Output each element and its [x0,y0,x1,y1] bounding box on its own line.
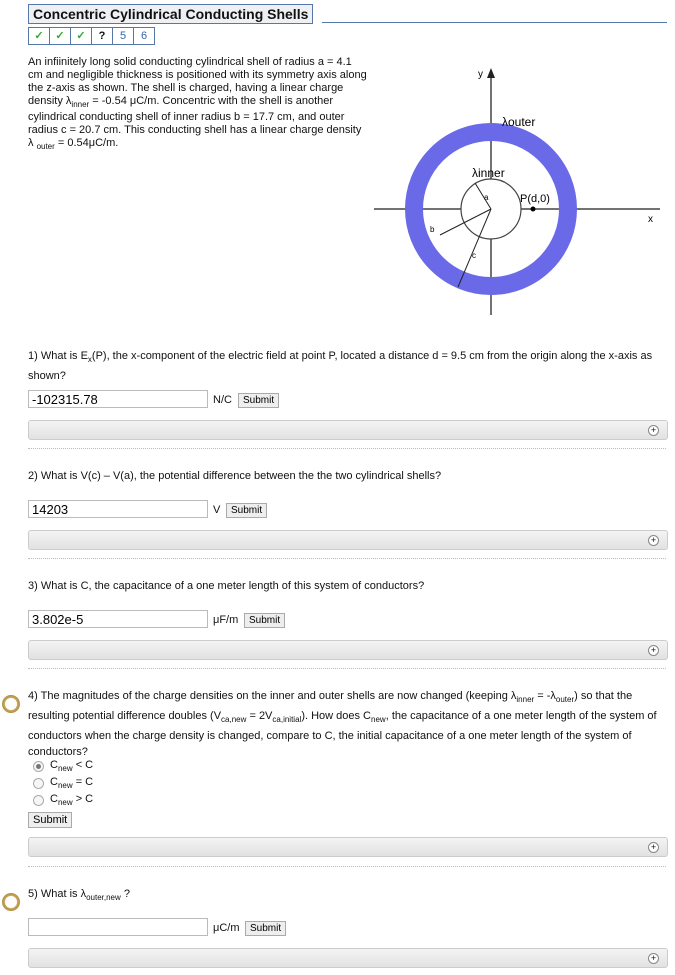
q2-answer-input[interactable] [28,500,208,518]
tab-3[interactable]: ✓ [71,28,92,44]
q3-unit: μF/m [213,614,239,626]
option-cnew-less[interactable] [33,758,93,775]
a-label: a [484,193,489,202]
divider [28,558,666,559]
intro-text: = 0.54μC/m. [54,137,119,150]
question-5 [28,886,663,906]
y-axis-arrow-icon [487,68,495,78]
q1-sub: x [87,355,92,365]
q5-unit: μC/m [213,922,240,934]
tab-5[interactable]: 5 [113,28,134,44]
intro-sub: outer [36,142,55,152]
q1-answer-input[interactable] [28,390,208,408]
q4-text: = -λ [534,690,556,702]
y-label: y [478,69,483,80]
q1-text: (P), the x-component of the electric field at point P, located a distance d = 9.5 cm from the origin along the x-axis as shown? [28,350,653,383]
radio-button[interactable] [33,778,44,789]
q3-submit-button[interactable]: Submit [244,613,285,628]
b-label: b [430,225,435,234]
option-label: $C_{new} = C$ [50,776,94,791]
question-tabs [28,27,155,45]
option-cnew-greater[interactable] [33,792,93,809]
q2-submit-button[interactable]: Submit [226,503,267,518]
expand-icon[interactable]: + [648,425,659,436]
option-cnew-equal[interactable] [33,775,93,792]
q5-sub: outer,new [86,893,121,903]
q1-unit: N/C [213,394,232,406]
problem-statement [28,56,368,153]
q4-submit-button[interactable]: Submit [28,812,72,828]
q4-text: 4) The magnitudes of the charge densities on the inner and outer shells are now changed (keeping λ [28,690,517,702]
tab-2[interactable]: ✓ [50,28,71,44]
divider [28,668,666,669]
tab-6[interactable]: 6 [140,30,148,42]
lambda-inner-label: λinner [472,166,505,180]
expand-icon[interactable]: + [648,953,659,964]
expand-icon[interactable]: + [648,842,659,853]
q4-sub: outer [555,695,575,705]
q5-answer-input[interactable] [28,918,208,936]
q1-submit-button[interactable]: Submit [238,393,279,408]
q4-text: ) so that the resulting potential difference doubles (V [28,690,633,723]
q1-hint-bar[interactable] [28,420,668,440]
question-1 [28,348,663,384]
question-4 [28,688,663,760]
c-label: c [472,251,476,260]
q4-text: , the capacitance of a one meter length of the system of conductors when the charge density is changed, compare to C, the initial capacitance of a one meter length of the system of conductors? [28,710,657,759]
q2-hint-bar[interactable] [28,530,668,550]
intro-text: An infiinitely long solid conducting cylindrical shell of radius a = 4.1 cm and negligible thickness is positioned with its symmetry axis along the z-axis as shown. The shell is charged, having a linear charge density λ [28,56,367,107]
clock-icon [2,695,20,713]
intro-sub: inner [71,100,90,110]
clock-icon [2,893,20,911]
q1-text: 1) What is E [28,350,88,362]
divider [28,866,666,867]
question-2: 2) What is V(c) – V(a), the potential difference between the the two cylindrical shells? [28,470,442,482]
x-label: x [648,214,653,225]
intro-text: = -0.54 μC/m. Concentric with the shell is another cylindrical conducting shell of inner radius b = 17.7 cm, and outer radius c = 20.7 cm. This conducting shell has a linear charge density λ [28,95,362,150]
q2-unit: V [213,504,221,516]
q5-submit-button[interactable]: Submit [245,921,286,936]
q4-text: ). How does C [301,710,372,723]
page-title: Concentric Cylindrical Conducting Shells [28,4,313,24]
title-divider [322,22,667,23]
option-label: $C_{new} < C$ [50,759,94,774]
point-p [531,207,536,212]
radio-button[interactable] [33,795,44,806]
q4-sub: inner [516,695,535,705]
radio-button[interactable] [33,761,44,772]
q4-sub: ca,new [221,715,247,725]
q4-sub: ca,initial [272,715,302,725]
p-label: P(d,0) [520,193,550,205]
q3-answer-input[interactable] [28,610,208,628]
expand-icon[interactable]: + [648,535,659,546]
q4-options [33,758,93,809]
q5-text: ? [120,888,130,900]
q4-text: = 2V [246,710,273,723]
q5-text: 5) What is λ [28,888,87,900]
lambda-outer-label: λouter [502,115,536,129]
q4-sub: new [371,715,386,725]
q5-hint-bar[interactable] [28,948,668,968]
tab-4[interactable]: ? [92,28,113,44]
cylinder-diagram [370,60,670,320]
divider [28,448,666,449]
q3-hint-bar[interactable] [28,640,668,660]
option-label: $C_{new} > C$ [50,793,94,808]
expand-icon[interactable]: + [648,645,659,656]
question-3: 3) What is C, the capacitance of a one meter length of this system of conductors? [28,580,425,592]
q4-hint-bar[interactable] [28,837,668,857]
tab-1[interactable]: ✓ [29,28,50,44]
